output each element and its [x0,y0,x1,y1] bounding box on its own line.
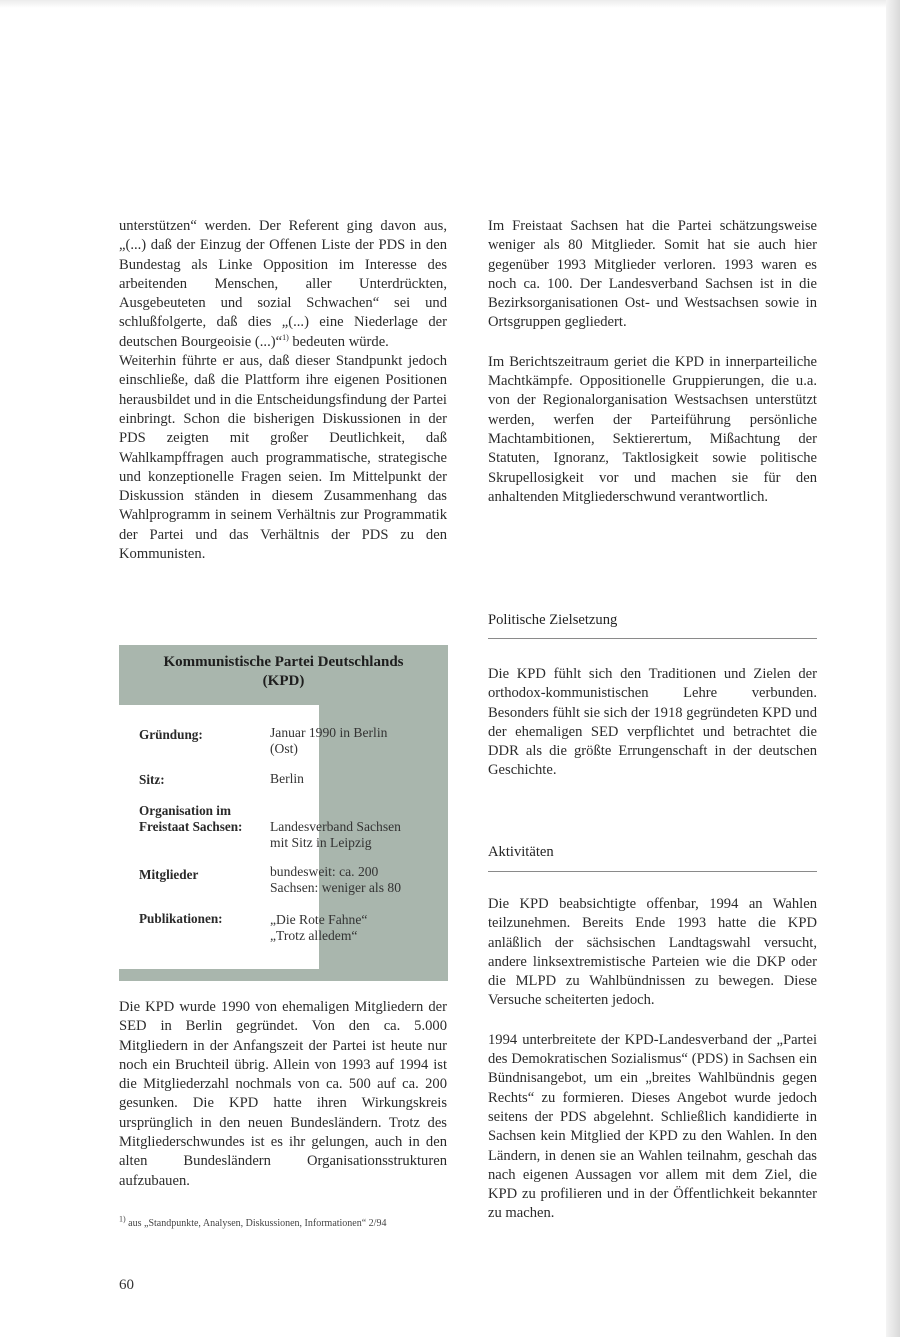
value-line: Berlin [270,771,304,786]
value-line: „Trotz alledem“ [270,928,358,943]
label-line: Freistaat Sachsen: [139,819,243,834]
infobox-value-publications [270,912,440,944]
infobox-value-members [270,864,440,896]
paragraph: Die KPD beabsichtigte offenbar, 1994 an Wahlen teilzunehmen. Bereits Ende 1993 hatte die KPD anläßlich der sächsischen Landtagswahl versucht, andere linksextremistische Parteien wie die DKP oder die MLPD zu Wahlbündnissen zu bewegen. Diese Versuche scheiterten jedoch. [488,896,817,1009]
infobox-label-founding: Gründung: [139,727,203,742]
paragraph-text-end: bedeuten würde. [288,333,389,350]
value-line: Landesverband Sachsen [270,819,401,834]
value-line: Sachsen: weniger als 80 [270,880,401,895]
paragraph: Im Berichtszeitraum geriet die KPD in innerparteiliche Machtkämpfe. Oppositionelle Gruppierungen, die u.a. von der Regionalorganisation Westsachsen unterstützt werden, werfen der Parteiführung persönliche Machtambitionen, Sektierertum, Mißachtung der Statuten, Ignoranz, Taktlosigkeit sowie politische Skrupellosigkeit vor und machen sie für den anhaltenden Mitgliederschwund verantwortlich. [488,353,817,505]
value-line: mit Sitz in Leipzig [270,835,372,850]
paragraph: Im Freistaat Sachsen hat die Partei schätzungsweise weniger als 80 Mitglieder. Somit hat sie auch hier gegenüber 1993 Mitglieder verloren. 1993 waren es noch ca. 100. Der Landesverband Sachsen ist in die Bezirksorganisationen Ost- und Westsachsen sowie in Ortsgruppen gegliedert. [488,218,817,331]
page-right-edge [886,0,900,1337]
paragraph [119,217,447,352]
right-column-bottom [488,895,817,1224]
value-line: bundesweit: ca. 200 [270,864,379,879]
infobox-label-members: Mitglieder [139,867,199,882]
paragraph: Weiterhin führte er aus, daß dieser Standpunkt jedoch einschließe, daß die Plattform ihre eigenen Positionen herausbildet und in die Entscheidungsfindung der Partei einbringt. Schon die bisherigen Diskussionen in der PDS zeigten mit großer Deutlichkeit, daß Wahlkampffragen auch programmatische, strategische und konzeptionelle Fragen seien. Im Mittelpunkt der Diskussion ständen in diesem Zusammenhang das Wahlprogramm in seinem Verhältnis zur Programmatik der Partei und das Verhältnis der PDS zu den Kommunisten. [119,353,447,563]
infobox-label-organisation [139,803,264,835]
paragraph: Die KPD fühlt sich den Traditionen und Zielen der orthodox-kommunistischen Lehre verbunden. Besonders fühlt sie sich der 1918 gegründeten KPD und der ehemaligen SED verpflichtet und betrachtet die DDR als die größte Errungenschaft in der deutschen Geschichte. [488,666,817,779]
left-column-top [119,217,447,564]
paragraph-text: unterstützen“ werden. Der Referent ging davon aus, „(...) daß der Einzug der Offenen Liste der PDS in den Bundestag als Linke Opposition im Interesse des arbeitenden Menschen, aller Unterdrückten, Ausgebeuteten und sozial Schwachen“ sei und schlußfolgerte, daß dies „(...) eine Niederlage der deutschen Bourgeoisie (...)“ [119,218,447,350]
paragraph: 1994 unterbreitete der KPD-Landesverband der „Partei des Demokratischen Sozialismus“ (PDS) in Sachsen ein Bündnisangebot, um ein „breites Wahlbündnis gegen Rechts“ zu formieren. Dieses Angebot wurde jedoch seitens der PDS abgelehnt. Schließlich kandidierte in Sachsen kein Mitglied der KPD zu den Wahlen. In den Ländern, in denen sie an Wahlen teilnahm, geschah das nach eigenen Aussagen vor allem mit dem Ziel, die KPD zu profilieren und in der Öffentlichkeit bekannter zu machen. [488,1031,817,1222]
footnote-text: aus „Standpunkte, Analysen, Diskussionen, Informationen“ 2/94 [125,1218,387,1229]
left-column-bottom [119,998,447,1191]
infobox-label-seat: Sitz: [139,772,165,787]
value-line: Januar 1990 in Berlin [270,725,388,740]
infobox-value-organisation [270,819,440,851]
right-column-middle [488,665,817,781]
infobox-title-line: Kommunistische Partei Deutschlands [163,654,404,670]
footnote-reference: 1) [282,332,289,342]
value-line: (Ost) [270,741,298,756]
page-top-edge [0,0,900,8]
footnote [119,1214,449,1230]
infobox-title [119,653,448,691]
heading-rule [488,638,817,639]
paragraph: Die KPD wurde 1990 von ehemaligen Mitgliedern der SED in Berlin gegründet. Von den ca. 5.000 Mitgliedern in der Anfangszeit der Partei ist heute nur noch ein Bruchteil übrig. Allein von 1993 auf 1994 ist die Mitgliederzahl nochmals von ca. 500 auf ca. 200 gesunken. Die KPD hatte ihren Wirkungskreis ursprünglich in den neuen Bundesländern. Trotz des Mitgliederschwundes ist es ihr gelungen, auch in den alten Bundesländern Organisationsstrukturen aufzubauen. [119,999,447,1189]
paragraph-gap [488,1011,817,1031]
value-line: „Die Rote Fahne“ [270,912,368,927]
heading-political-goals: Politische Zielsetzung [488,612,618,628]
infobox-value-founding [270,725,440,757]
page-number: 60 [119,1277,134,1293]
heading-activities: Aktivitäten [488,844,554,860]
infobox-title-line: (KPD) [262,673,305,689]
infobox-value-seat [270,771,440,787]
paragraph-gap [488,333,817,353]
infobox-label-publications: Publikationen: [139,911,223,926]
heading-rule [488,871,817,872]
label-line: Organisation im [139,803,231,818]
footnote-marker: 1) [119,1214,126,1224]
right-column-top [488,217,817,507]
